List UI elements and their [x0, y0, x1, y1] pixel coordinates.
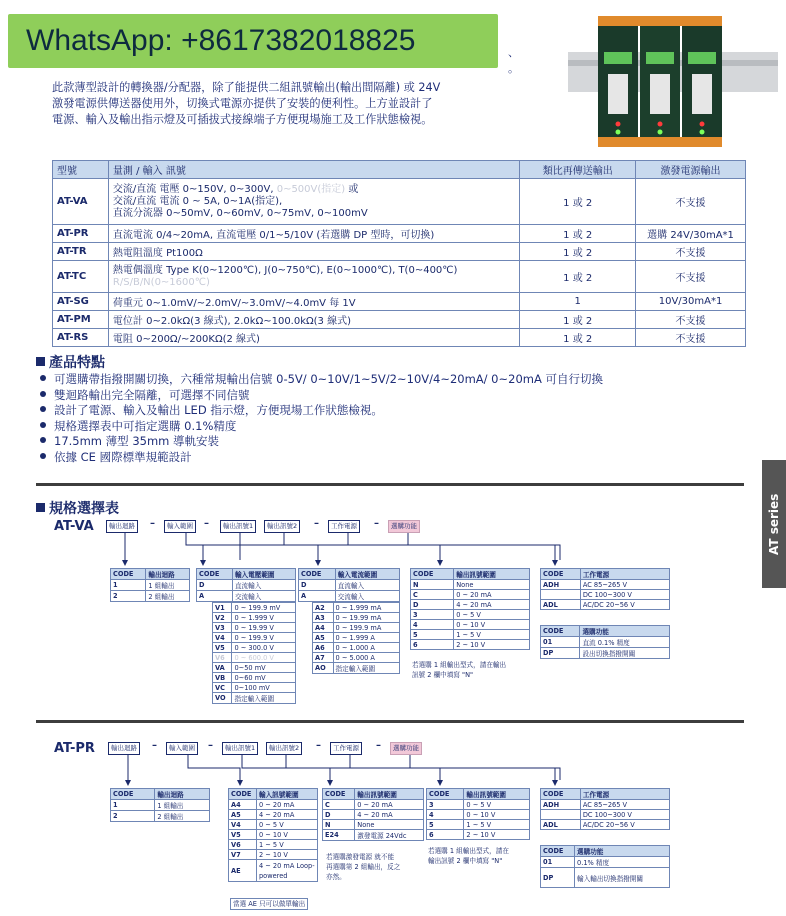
- pr-output2-table: [426, 788, 530, 840]
- pr-loops-table: [110, 788, 210, 822]
- table-row: [229, 800, 318, 810]
- pr-power-table: [540, 788, 670, 830]
- dash: –: [204, 518, 209, 529]
- intro-fragment: 、: [508, 46, 519, 59]
- spec-input: 荷重元 0~1.0mV/~2.0mV/~3.0mV/~4.0mV 每 1V: [108, 293, 519, 311]
- table-row: [323, 810, 424, 820]
- value-cell: AC 85~265 V: [580, 800, 669, 810]
- value-cell: 0 ~ 19.99 V: [232, 623, 296, 633]
- code-cell: DP: [541, 868, 575, 888]
- col-header: 輸出訊號範圍: [464, 789, 530, 800]
- col-header: CODE: [541, 569, 581, 580]
- spec-input-line: 交流/直流 電流 0 ~ 5A, 0~1A(指定),: [112, 195, 283, 207]
- table-row: [541, 800, 670, 810]
- table-row: [541, 868, 670, 888]
- code-cell: 6: [411, 640, 454, 650]
- code-cell: 5: [411, 630, 454, 640]
- table-row: [111, 811, 210, 822]
- code-cell: VO: [213, 693, 232, 704]
- note-line: 訊號 2 欄中填寫 "N": [412, 671, 474, 679]
- feature-text: 17.5mm 薄型 35mm 導軌安裝: [54, 434, 220, 448]
- value-cell: 0 ~ 20 mA: [355, 800, 424, 810]
- code-cell: A4: [229, 800, 257, 810]
- value-cell: 2 ~ 10 V: [257, 850, 318, 860]
- code-cell: ADL: [541, 820, 581, 830]
- va-box-loops: 輸出迴路: [106, 520, 138, 533]
- dash: –: [316, 740, 321, 751]
- code-cell: DP: [541, 648, 580, 659]
- spec-output: 1: [520, 293, 636, 311]
- code-cell: 1: [111, 800, 155, 811]
- table-row: [323, 820, 424, 830]
- value-cell: 0 ~ 300.0 V: [232, 643, 296, 653]
- spec-output: 1 或 2: [520, 179, 636, 225]
- pr-box-out1: 輸出訊號1: [222, 742, 258, 755]
- value-cell: 4 ~ 20 mA: [355, 810, 424, 820]
- pr-model-code: AT-PR: [54, 741, 95, 756]
- code-cell: VC: [213, 683, 232, 693]
- spec-input-faint: R/S/B/N(0~1600℃): [112, 276, 210, 288]
- feature-text: 依據 CE 國際標準規範設計: [54, 449, 192, 464]
- code-cell: A5: [313, 633, 334, 643]
- table-row: [541, 810, 670, 820]
- pr-box-power: 工作電源: [330, 742, 362, 755]
- dash: –: [152, 740, 157, 751]
- dash: –: [314, 518, 319, 529]
- dash: –: [374, 518, 379, 529]
- pr-option-table: [540, 845, 670, 888]
- value-cell: 輸入輸出切換指撥開關: [575, 868, 670, 888]
- va-box-option: 選購功能: [388, 520, 420, 533]
- code-cell: 01: [541, 857, 575, 868]
- col-header: CODE: [111, 569, 146, 580]
- value-cell: 0 ~ 1.000 A: [333, 643, 399, 653]
- pr-input-table: [228, 788, 318, 882]
- code-cell: D: [299, 580, 336, 591]
- code-cell: 4: [411, 620, 454, 630]
- pr-box-option: 選購功能: [390, 742, 422, 755]
- table-row: [229, 830, 318, 840]
- code-cell: ADL: [541, 600, 581, 610]
- code-cell: AE: [229, 860, 257, 882]
- value-cell: 0 ~ 10 V: [464, 810, 530, 820]
- spec-excitation: 選購 24V/30mA*1: [636, 225, 746, 243]
- value-cell: 0 ~ 1.999 A: [333, 633, 399, 643]
- spec-header-output: 類比再傳送輸出: [520, 161, 636, 179]
- col-header: 輸入電流範圍: [335, 569, 399, 580]
- code-cell: ADH: [541, 580, 581, 590]
- col-header: CODE: [197, 569, 233, 580]
- value-cell: 0 ~ 5 V: [454, 610, 530, 620]
- col-header: CODE: [541, 846, 575, 857]
- value-cell: None: [355, 820, 424, 830]
- value-cell: 2 ~ 10 V: [464, 830, 530, 840]
- value-cell: 0 ~ 600.0 V: [232, 653, 296, 663]
- spec-input-line: 直流分流器 0~50mV, 0~60mV, 0~75mV, 0~100mV: [112, 207, 368, 219]
- va-model-code: AT-VA: [54, 519, 94, 534]
- feature-text: 雙迴路輸出完全隔離，可選擇不同信號: [54, 387, 250, 402]
- code-cell: V3: [213, 623, 232, 633]
- value-cell: 2 組輸出: [146, 591, 190, 602]
- code-cell: 3: [427, 800, 464, 810]
- value-cell: None: [454, 580, 530, 590]
- pr-box-input: 輸入範圍: [166, 742, 198, 755]
- code-cell: 2: [111, 591, 146, 602]
- table-row: [427, 800, 530, 810]
- code-cell: N: [411, 580, 454, 590]
- spec-excitation: 不支援: [636, 243, 746, 261]
- value-cell: 直流 0.1% 精度: [580, 637, 670, 648]
- spec-input: 電位計 0~2.0kΩ(3 線式), 2.0kΩ~100.0kΩ(3 線式): [108, 311, 519, 329]
- value-cell: 直流輸入: [335, 580, 399, 591]
- value-cell: 交流輸入: [335, 591, 399, 602]
- value-cell: 0 ~ 19.99 mA: [333, 613, 399, 623]
- feature-text: 規格選擇表中可指定選購 0.1%精度: [54, 418, 237, 433]
- value-cell: 1 組輸出: [155, 800, 210, 811]
- spec-header-model: 型號: [53, 161, 109, 179]
- va-box-input: 輸入範圍: [164, 520, 196, 533]
- dash: –: [208, 740, 213, 751]
- va-box-power: 工作電源: [328, 520, 360, 533]
- whatsapp-watermark: WhatsApp: +8617382018825: [8, 14, 498, 68]
- selection-title-text: 規格選擇表: [49, 501, 119, 517]
- features-title-text: 產品特點: [49, 355, 105, 371]
- value-cell: 4 ~ 20 mA: [257, 810, 318, 820]
- spec-excitation: 不支援: [636, 261, 746, 293]
- col-header: CODE: [541, 626, 580, 637]
- value-cell: 0 ~ 199.9 mA: [333, 623, 399, 633]
- code-cell: D: [323, 810, 355, 820]
- spec-model: AT-TR: [53, 243, 109, 261]
- value-cell: 0 ~ 5 V: [464, 800, 530, 810]
- code-cell: V2: [213, 613, 232, 623]
- pr-output1-note: [326, 852, 400, 882]
- spec-input: 熱電阻溫度 Pt100Ω: [108, 243, 519, 261]
- value-cell: AC 85~265 V: [580, 580, 669, 590]
- table-row: [427, 830, 530, 840]
- pr-box-out2: 輸出訊號2: [266, 742, 302, 755]
- spec-output: 1 或 2: [520, 329, 636, 347]
- spec-model: AT-PR: [53, 225, 109, 243]
- col-header: CODE: [323, 789, 355, 800]
- col-header: CODE: [427, 789, 464, 800]
- code-cell: D: [197, 580, 233, 591]
- value-cell: DC 100~300 V: [580, 590, 669, 600]
- code-cell: 3: [411, 610, 454, 620]
- value-cell: 指定輸入範圍: [232, 693, 296, 704]
- value-cell: 激發電源 24Vdc: [355, 830, 424, 841]
- spec-header-excitation: 激發電源輸出: [636, 161, 746, 179]
- code-cell: V4: [229, 820, 257, 830]
- col-header: CODE: [111, 789, 155, 800]
- col-header: 輸出訊號範圍: [355, 789, 424, 800]
- value-cell: 直流輸入: [232, 580, 295, 591]
- col-header: 工作電源: [580, 789, 669, 800]
- col-header: 輸出迴路: [155, 789, 210, 800]
- code-cell: 01: [541, 637, 580, 648]
- spec-model: AT-RS: [53, 329, 109, 347]
- value-cell: 1 組輸出: [146, 580, 190, 591]
- spec-model: AT-SG: [53, 293, 109, 311]
- code-cell: A5: [229, 810, 257, 820]
- spec-output: 1 或 2: [520, 311, 636, 329]
- spec-output: 1 或 2: [520, 243, 636, 261]
- spec-excitation: 10V/30mA*1: [636, 293, 746, 311]
- table-row: [229, 850, 318, 860]
- value-cell: 2 組輸出: [155, 811, 210, 822]
- table-row: [229, 820, 318, 830]
- feature-text: 可選購帶指撥開關切換，六種常規輸出信號 0-5V/ 0~10V/1~5V/2~10V/4~20mA/ 0~20mA 可自行切換: [54, 372, 603, 386]
- value-cell: 交流輸入: [232, 591, 295, 602]
- code-cell: N: [323, 820, 355, 830]
- table-row: [541, 820, 670, 830]
- value-cell: 1 ~ 5 V: [257, 840, 318, 850]
- value-cell: DC 100~300 V: [580, 810, 669, 820]
- table-row: [111, 800, 210, 811]
- note-line: 亦然。: [326, 873, 346, 881]
- code-cell: [541, 810, 581, 820]
- code-cell: V5: [229, 830, 257, 840]
- value-cell: 4 ~ 20 mA: [454, 600, 530, 610]
- spec-input: 電阻 0~200Ω/~200KΩ(2 線式): [108, 329, 519, 347]
- spec-output: 1 或 2: [520, 261, 636, 293]
- col-header: 輸入電壓範圍: [232, 569, 295, 580]
- code-cell: V1: [213, 603, 232, 613]
- spec-model: AT-VA: [53, 179, 109, 225]
- code-cell: 2: [111, 811, 155, 822]
- table-row: [427, 820, 530, 830]
- col-header: CODE: [229, 789, 257, 800]
- code-cell: VB: [213, 673, 232, 683]
- code-cell: A: [197, 591, 233, 602]
- code-cell: 6: [427, 830, 464, 840]
- spec-input: 直流電流 0/4~20mA, 直流電壓 0/1~5/10V (若選購 DP 型時，可切換): [108, 225, 519, 243]
- table-row: [229, 810, 318, 820]
- spec-header-input: 量測 / 輸入 訊號: [108, 161, 519, 179]
- table-row: [323, 800, 424, 810]
- code-cell: V4: [213, 633, 232, 643]
- note-line: 輸出訊號 2 欄中填寫 "N": [428, 857, 503, 865]
- code-cell: 5: [427, 820, 464, 830]
- code-cell: D: [411, 600, 454, 610]
- code-cell: 1: [111, 580, 146, 591]
- spec-excitation: 不支援: [636, 179, 746, 225]
- pr-input-note: 當選 AE 只可以做單輸出: [230, 898, 308, 910]
- spec-input-line: 或: [345, 183, 359, 195]
- value-cell: 0~100 mV: [232, 683, 296, 693]
- col-header: 輸入訊號範圍: [257, 789, 318, 800]
- value-cell: 4 ~ 20 mA Loop-powered: [257, 860, 318, 882]
- value-cell: 0~60 mV: [232, 673, 296, 683]
- value-cell: 0 ~ 10 V: [257, 830, 318, 840]
- pr-output1-table: [322, 788, 424, 841]
- col-header: 工作電源: [580, 569, 669, 580]
- code-cell: C: [411, 590, 454, 600]
- dash: –: [376, 740, 381, 751]
- code-cell: ADH: [541, 800, 581, 810]
- code-cell: C: [323, 800, 355, 810]
- table-row: [427, 810, 530, 820]
- value-cell: 0 ~ 5.000 A: [333, 653, 399, 663]
- code-cell: A4: [313, 623, 334, 633]
- series-side-tab: AT series: [762, 460, 786, 588]
- code-cell: E24: [323, 830, 355, 841]
- intro-fragment-end: 。: [508, 62, 519, 75]
- value-cell: AC/DC 20~56 V: [580, 820, 669, 830]
- note-line: 若選購 1 組輸出型式，請在: [428, 847, 509, 855]
- value-cell: 設出切換指撥開關: [580, 648, 670, 659]
- col-header: 選購功能: [575, 846, 670, 857]
- value-cell: 0 ~ 20 mA: [257, 800, 318, 810]
- intro-line-3: 電源、輸入及輸出指示燈及可插拔式接線端子方便現場施工及工作狀態檢視。: [52, 113, 433, 126]
- code-cell: V6: [213, 653, 232, 663]
- code-cell: V5: [213, 643, 232, 653]
- spec-input-faint: 0~500V(指定): [276, 183, 346, 195]
- spec-output: 1 或 2: [520, 225, 636, 243]
- code-cell: V6: [229, 840, 257, 850]
- pr-output2-note: [428, 846, 509, 866]
- feature-text: 設計了電源、輸入及輸出 LED 指示燈，方便現場工作狀態檢視。: [54, 403, 383, 417]
- value-cell: 1 ~ 5 V: [464, 820, 530, 830]
- code-cell: VA: [213, 663, 232, 673]
- spec-model: AT-TC: [53, 261, 109, 293]
- note-line: 若選購 1 組輸出型式，請在輸出: [412, 661, 507, 669]
- value-cell: 0 ~ 199.9 mV: [232, 603, 296, 613]
- spec-input-line: 熱電偶溫度 Type K(0~1200℃), J(0~750℃), E(0~1000℃), T(0~400℃): [112, 264, 458, 276]
- code-cell: A2: [313, 603, 334, 613]
- code-cell: V7: [229, 850, 257, 860]
- table-row: [229, 840, 318, 850]
- value-cell: 0 ~ 199.9 V: [232, 633, 296, 643]
- col-header: CODE: [299, 569, 336, 580]
- spec-model: AT-PM: [53, 311, 109, 329]
- va-box-out1: 輸出訊號1: [220, 520, 256, 533]
- value-cell: 0 ~ 10 V: [454, 620, 530, 630]
- value-cell: 0 ~ 1.999 mA: [333, 603, 399, 613]
- code-cell: A6: [313, 643, 334, 653]
- dash: –: [150, 518, 155, 529]
- value-cell: 0 ~ 5 V: [257, 820, 318, 830]
- spec-excitation: 不支援: [636, 329, 746, 347]
- value-cell: 2 ~ 10 V: [454, 640, 530, 650]
- code-cell: A7: [313, 653, 334, 663]
- spec-excitation: 不支援: [636, 311, 746, 329]
- value-cell: 0~50 mV: [232, 663, 296, 673]
- value-cell: 1 ~ 5 V: [454, 630, 530, 640]
- table-row: [229, 860, 318, 882]
- va-box-out2: 輸出訊號2: [264, 520, 300, 533]
- value-cell: 0.1% 精度: [575, 857, 670, 868]
- spec-input-line: 交流/直流 電壓 0~150V, 0~300V,: [112, 183, 277, 195]
- col-header: 選購功能: [580, 626, 670, 637]
- code-cell: A3: [313, 613, 334, 623]
- pr-box-loops: 輸出迴路: [108, 742, 140, 755]
- col-header: 輸出迴路: [146, 569, 190, 580]
- col-header: CODE: [411, 569, 454, 580]
- intro-line-1: 此款薄型設計的轉換器/分配器，除了能提供二組訊號輸出(輸出間隔離) 或 24V: [52, 81, 441, 94]
- note-line: 若選購激發電源 就不能: [326, 853, 395, 861]
- code-cell: 4: [427, 810, 464, 820]
- value-cell: 0 ~ 1.999 V: [232, 613, 296, 623]
- table-row: [323, 830, 424, 841]
- code-cell: AO: [313, 663, 334, 674]
- value-cell: 0 ~ 20 mA: [454, 590, 530, 600]
- note-line: 再選購第 2 組輸出，反之: [326, 863, 401, 871]
- value-cell: 指定輸入範圍: [333, 663, 399, 674]
- col-header: CODE: [541, 789, 581, 800]
- code-cell: A: [299, 591, 336, 602]
- value-cell: AC/DC 20~56 V: [580, 600, 669, 610]
- table-row: [541, 857, 670, 868]
- col-header: 輸出訊號範圍: [454, 569, 530, 580]
- intro-line-2: 激發電源供傳送器使用外，切換式電源亦提供了安裝的便利性。上方並設計了: [52, 97, 433, 110]
